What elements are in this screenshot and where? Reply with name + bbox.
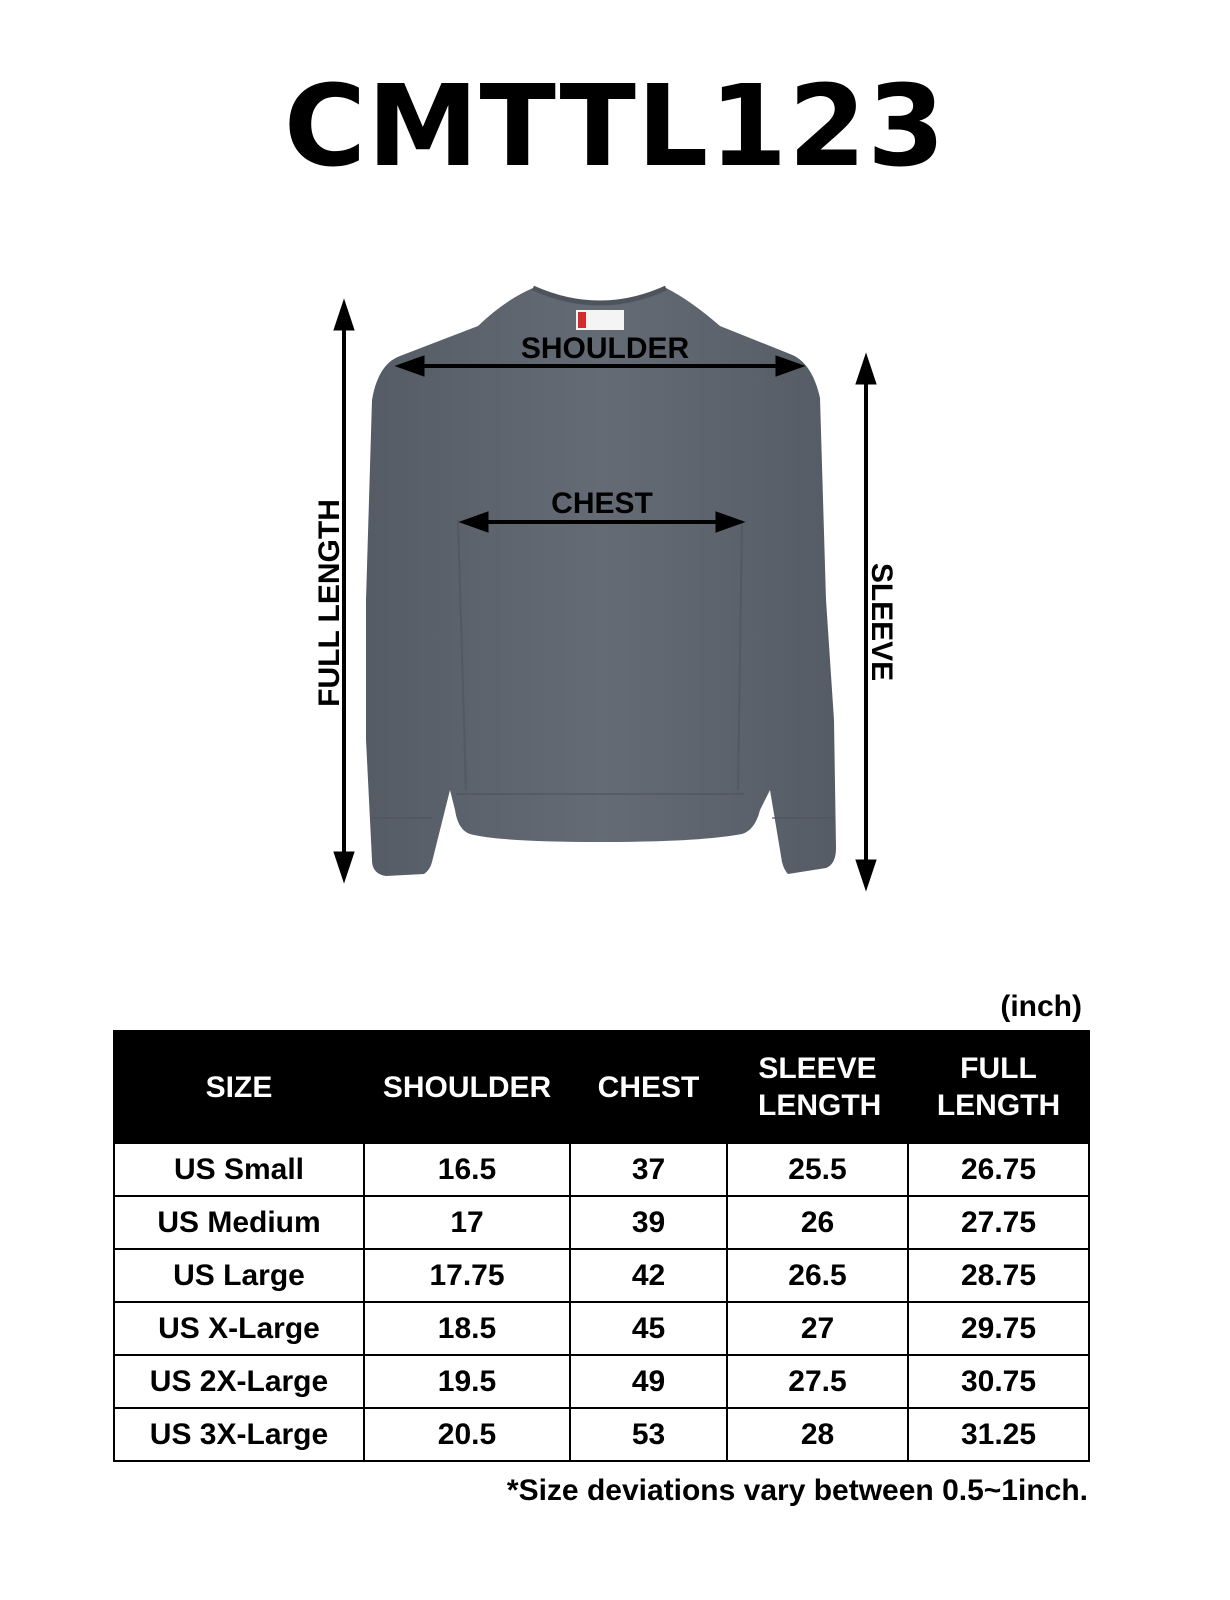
sleeve-length-cell: 26.5 — [727, 1249, 908, 1302]
size-cell: US 2X-Large — [114, 1355, 364, 1408]
table-row — [114, 1408, 1089, 1461]
shoulder-cell: 17.75 — [364, 1249, 570, 1302]
sleeve-arrow-top-head — [856, 354, 876, 384]
header-full-length: FULL LENGTH — [908, 1031, 1089, 1143]
header-size: SIZE — [114, 1031, 364, 1143]
full-length-arrow-top-head — [334, 300, 354, 330]
chest-cell: 45 — [570, 1302, 727, 1355]
full-length-cell: 31.25 — [908, 1408, 1089, 1461]
size-deviation-note: *Size deviations vary between 0.5~1inch. — [506, 1474, 1088, 1507]
header-sleeve-length: SLEEVE LENGTH — [727, 1031, 908, 1143]
shoulder-cell: 16.5 — [364, 1143, 570, 1196]
size-cell: US Small — [114, 1143, 364, 1196]
chest-cell: 39 — [570, 1196, 727, 1249]
product-code-title: CMTTL123 — [283, 62, 947, 192]
chest-cell: 42 — [570, 1249, 727, 1302]
table-row — [114, 1355, 1089, 1408]
size-cell: US X-Large — [114, 1302, 364, 1355]
chest-label: CHEST — [551, 487, 653, 520]
full-length-cell: 26.75 — [908, 1143, 1089, 1196]
chest-cell: 49 — [570, 1355, 727, 1408]
size-chart-table — [113, 1030, 1090, 1462]
table-row — [114, 1143, 1089, 1196]
header-shoulder: SHOULDER — [364, 1031, 570, 1143]
full-length-label: FULL LENGTH — [313, 499, 346, 707]
sweatshirt-image — [366, 288, 836, 876]
sleeve-arrow-bottom-head — [856, 860, 876, 890]
sleeve-label: SLEEVE — [865, 562, 898, 682]
full-length-cell: 30.75 — [908, 1355, 1089, 1408]
sleeve-length-cell: 28 — [727, 1408, 908, 1461]
sleeve-length-cell: 27.5 — [727, 1355, 908, 1408]
full-length-cell: 28.75 — [908, 1249, 1089, 1302]
size-cell: US 3X-Large — [114, 1408, 364, 1461]
size-cell: US Medium — [114, 1196, 364, 1249]
full-length-cell: 27.75 — [908, 1196, 1089, 1249]
sleeve-length-cell: 27 — [727, 1302, 908, 1355]
chest-cell: 37 — [570, 1143, 727, 1196]
full-length-cell: 29.75 — [908, 1302, 1089, 1355]
shoulder-cell: 20.5 — [364, 1408, 570, 1461]
shoulder-cell: 18.5 — [364, 1302, 570, 1355]
garment-measurement-diagram — [0, 270, 1230, 920]
size-cell: US Large — [114, 1249, 364, 1302]
table-row — [114, 1196, 1089, 1249]
table-row — [114, 1302, 1089, 1355]
header-chest: CHEST — [570, 1031, 727, 1143]
sleeve-length-cell: 25.5 — [727, 1143, 908, 1196]
shoulder-cell: 17 — [364, 1196, 570, 1249]
sleeve-length-cell: 26 — [727, 1196, 908, 1249]
shoulder-label: SHOULDER — [520, 332, 690, 365]
chest-cell: 53 — [570, 1408, 727, 1461]
table-header-row — [114, 1031, 1089, 1143]
table-row — [114, 1249, 1089, 1302]
full-length-arrow-bottom-head — [334, 852, 354, 882]
unit-label: (inch) — [1000, 990, 1082, 1023]
shoulder-cell: 19.5 — [364, 1355, 570, 1408]
